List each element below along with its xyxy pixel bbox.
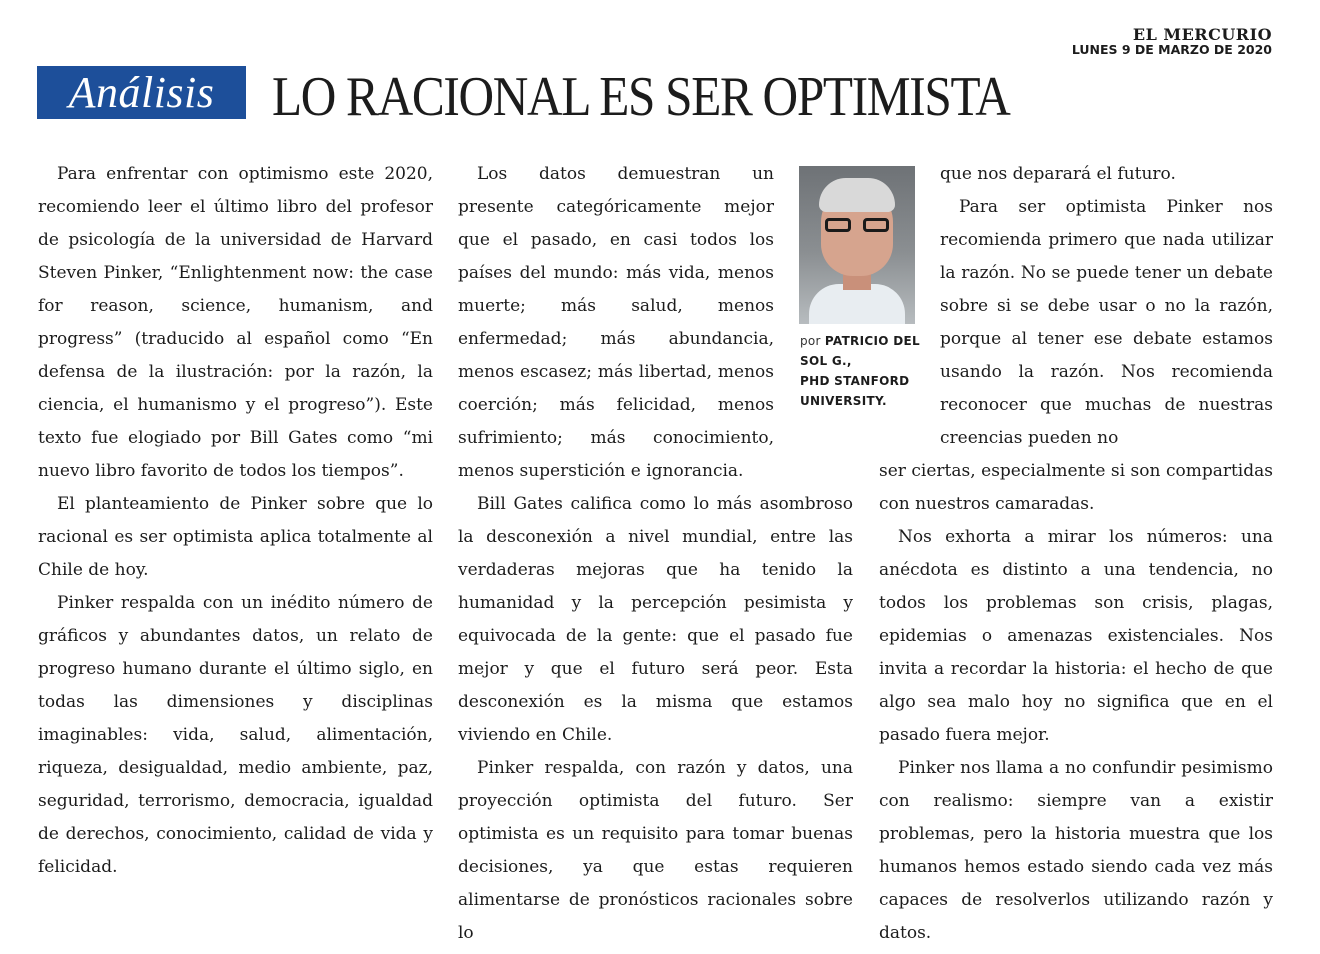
paragraph: El planteamiento de Pinker sobre que lo racional es ser optimista aplica totalmente al Chile de hoy.: [38, 494, 433, 580]
article-column-2: [458, 158, 853, 950]
author-byline: [800, 331, 925, 411]
masthead: [1072, 27, 1272, 57]
paragraph: Para ser optimista Pinker nos recomienda primero que nada utilizar la razón. No se puede tener un debate sobre si se debe usar o no la razón, porque al tener ese debate estamos usando la razón. Nos recomienda reconocer que muchas de nuestras creencias pueden no: [940, 197, 1273, 448]
paragraph: Bill Gates califica como lo más asombroso la desconexión a nivel mundial, entre las verdaderas mejoras que ha tenido la humanidad y la percepción pesimista y equivocada de la gente: que el pasado fue mejor y que el futuro será peor. Esta desconexión es la misma que estamos viviendo en Chile.: [458, 494, 853, 745]
author-affiliation: PHD STANFORD UNIVERSITY.: [800, 374, 910, 408]
headline: LO RACIONAL ES SER OPTIMISTA: [272, 66, 1010, 128]
publication-name: EL MERCURIO: [1132, 25, 1272, 44]
section-tag: Análisis: [37, 66, 246, 119]
paragraph: Nos exhorta a mirar los números: una anécdota es distinto a una tendencia, no todos los problemas son crisis, plagas, epidemias o amenazas existenciales. Nos invita a recordar la historia: el hecho de que algo sea malo hoy no significa que en el pasado fuera mejor.: [879, 527, 1273, 745]
paragraph: Pinker respalda, con razón y datos, una proyección optimista del futuro. Ser optimista es un requisito para tomar buenas decisiones, ya que estas requieren alimentarse de pronósticos racionales sobre lo: [458, 758, 853, 943]
paragraph: Los datos demuestran un presente categóricamente mejor que el pasado, en casi todos los países del mundo: más vida, menos muerte; más salud, menos enfermedad; más abundancia, menos escasez; más libertad, menos coerción; más felicidad, menos sufrimiento; más conocimiento, menos superstición e ignorancia.: [458, 164, 774, 481]
paragraph: Pinker nos llama a no confundir pesimismo con realismo: siempre van a existir problemas, pero la historia muestra que los humanos hemos estado siendo cada vez más capaces de resolverlos utilizando razón y datos.: [879, 758, 1273, 943]
paragraph: Para enfrentar con optimismo este 2020, recomiendo leer el último libro del profesor de psicología de la universidad de Harvard Steven Pinker, “Enlightenment now: the case for reason, science, humanism, and progress” (traducido al español como “En defensa de la ilustración: por la razón, la ciencia, el humanismo y el progreso”). Este texto fue elogiado por Bill Gates como “mi nuevo libro favorito de todos los tiempos”.: [38, 164, 433, 481]
author-photo: [799, 166, 915, 324]
article-column-1: [38, 158, 433, 884]
paragraph: Pinker respalda con un inédito número de gráficos y abundantes datos, un relato de progreso humano durante el último siglo, en todas las dimensiones y disciplinas imaginables: vida, salud, alimentación, riqueza, desigualdad, medio ambiente, paz, seguridad, terrorismo, democracia, igualdad de derechos, conocimiento, calidad de vida y felicidad.: [38, 593, 433, 877]
paragraph: que nos deparará el futuro.: [940, 164, 1176, 184]
article-column-3-lower: [879, 455, 1273, 950]
article-column-3-upper: [940, 158, 1273, 455]
author-name: PATRICIO DEL SOL G.,: [800, 334, 920, 368]
paragraph: ser ciertas, especialmente si son compartidas con nuestros camaradas.: [879, 461, 1273, 514]
publication-date: LUNES 9 DE MARZO DE 2020: [1071, 42, 1272, 57]
byline-prefix: por: [800, 334, 821, 348]
